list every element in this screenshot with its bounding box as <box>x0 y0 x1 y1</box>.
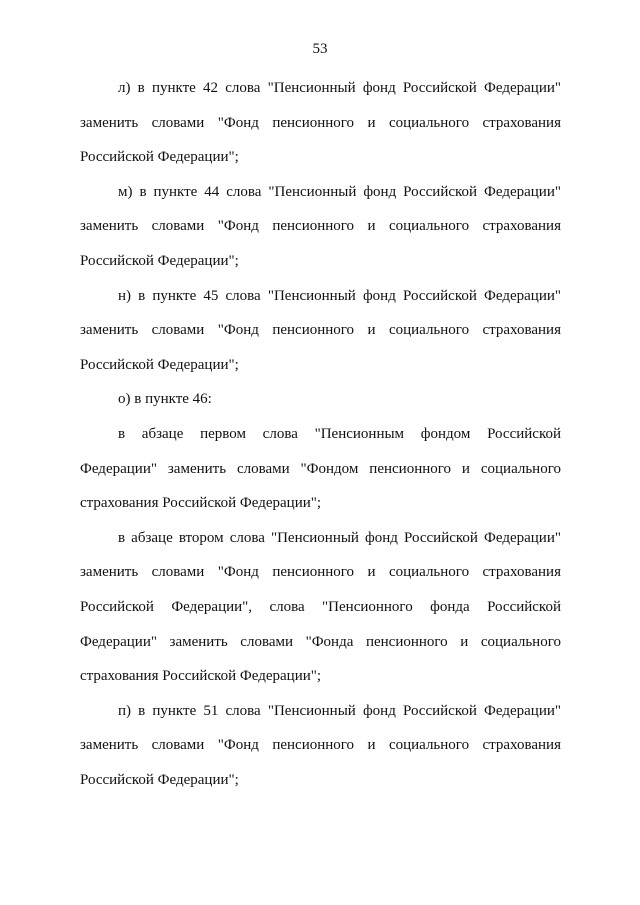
paragraph-n: н) в пункте 45 слова "Пенсионный фонд Российской Федерации" заменить словами "Фонд пенсионного и социального страхования Российской Федерации"; <box>80 287 561 373</box>
paragraph-l: л) в пункте 42 слова "Пенсионный фонд Российской Федерации" заменить словами "Фонд пенсионного и социального страхования Российской Федерации"; <box>80 80 561 166</box>
paragraph-o-second-subparagraph: в абзаце втором слова "Пенсионный фонд Российской Федерации" заменить словами "Фонд пенсионного и социального страхования Российской Федерации", слова "Пенсионного фонда Российской Федерации" заменить словами "Фонда пенсионного и социального страхования Российской Федерации"; <box>80 529 561 685</box>
page-number: 53 <box>312 41 328 57</box>
paragraph-p: п) в пункте 51 слова "Пенсионный фонд Российской Федерации" заменить словами "Фонд пенсионного и социального страхования Российской Федерации"; <box>80 702 561 788</box>
paragraph-m: м) в пункте 44 слова "Пенсионный фонд Российской Федерации" заменить словами "Фонд пенсионного и социального страхования Российской Федерации"; <box>80 183 561 269</box>
document-body <box>80 71 561 797</box>
paragraph-o-first-subparagraph: в абзаце первом слова "Пенсионным фондом Российской Федерации" заменить словами "Фондом пенсионного и социального страхования Российской Федерации"; <box>80 425 561 512</box>
paragraph-o: о) в пункте 46: <box>118 391 212 408</box>
